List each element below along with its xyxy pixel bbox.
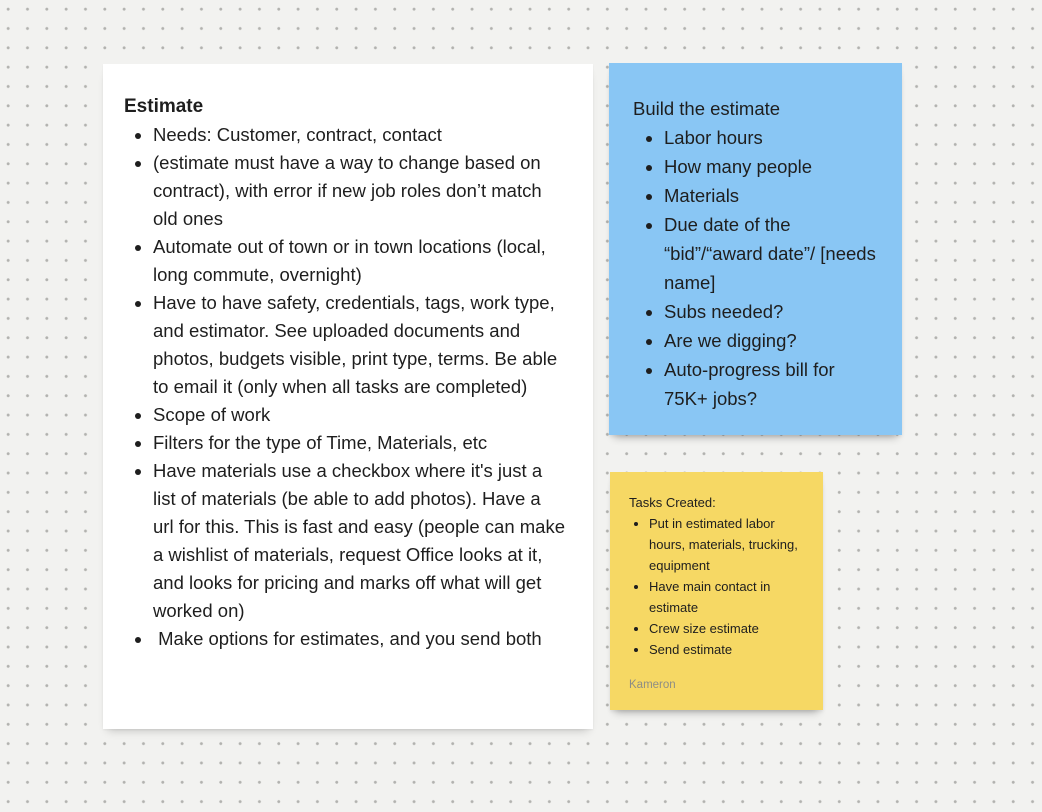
estimate-note-card[interactable]: [103, 64, 593, 729]
yellow-note-title: Tasks Created:: [629, 495, 716, 510]
list-item: • (estimate must have a way to change based on contract), with error if new job roles don’t match old ones: [153, 149, 565, 233]
list-item: • Crew size estimate: [649, 618, 805, 639]
list-item: • Labor hours: [664, 123, 878, 152]
list-item: • Subs needed?: [664, 297, 878, 326]
tasks-created-sticky[interactable]: [610, 472, 823, 710]
list-item: • Are we digging?: [664, 326, 878, 355]
list-item: • Needs: Customer, contract, contact: [153, 121, 565, 149]
blue-note-bullet-list: [633, 123, 878, 413]
list-item: • How many people: [664, 152, 878, 181]
list-item: • Make options for estimates, and you send both: [153, 625, 565, 653]
list-item: • Send estimate: [649, 639, 805, 660]
list-item: • Have main contact in estimate: [649, 576, 805, 618]
list-item: • Filters for the type of Time, Materials, etc: [153, 429, 565, 457]
list-item: • Have to have safety, credentials, tags, work type, and estimator. See uploaded documents and photos, budgets visible, print type, terms. Be able to email it (only when all tasks are completed): [153, 289, 565, 401]
yellow-note-bullet-list: [629, 513, 805, 660]
list-item: • Put in estimated labor hours, materials, trucking, equipment: [649, 513, 805, 576]
estimate-title: Estimate: [124, 96, 204, 117]
list-item: • Automate out of town or in town locations (local, long commute, overnight): [153, 233, 565, 289]
author-signature: Kameron: [629, 679, 676, 691]
list-item: • Auto-progress bill for 75K+ jobs?: [664, 355, 878, 413]
estimate-bullet-list: [124, 121, 565, 653]
blue-note-title: Build the estimate: [633, 98, 781, 119]
list-item: • Materials: [664, 181, 878, 210]
list-item: • Scope of work: [153, 401, 565, 429]
list-item: • Due date of the “bid”/“award date”/ [needs name]: [664, 210, 878, 297]
list-item: • Have materials use a checkbox where it's just a list of materials (be able to add photos). Have a url for this. This is fast and easy (people can make a wishlist of materials, request Office looks at it, and looks for pricing and marks off what will get worked on): [153, 457, 565, 625]
build-estimate-sticky[interactable]: [609, 63, 902, 435]
